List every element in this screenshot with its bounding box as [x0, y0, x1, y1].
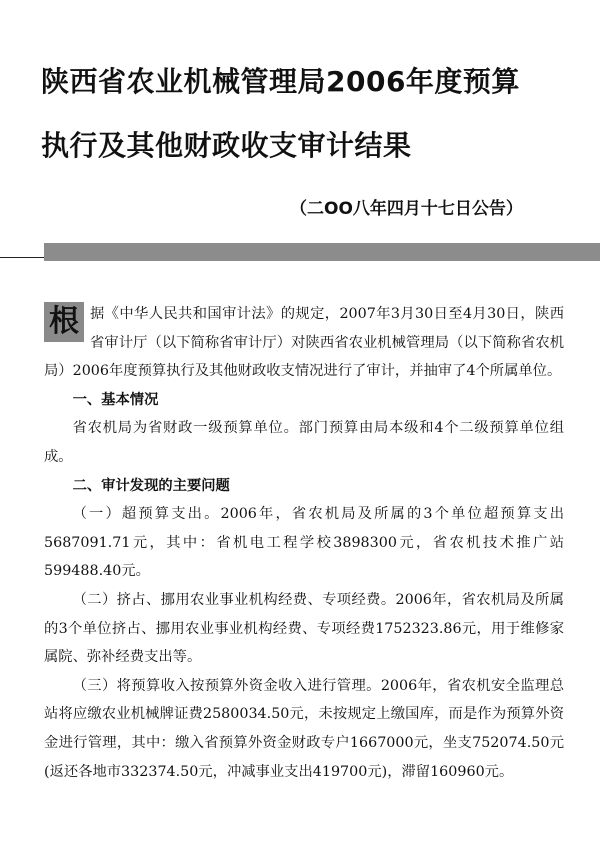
drop-cap: 根: [44, 302, 84, 342]
title-line-1: 陕西省农业机械管理局2006年度预算: [41, 65, 520, 98]
section-heading-basic: 一、基本情况: [72, 391, 159, 408]
issue-paragraph-2: （二）挤占、挪用农业事业机构经费、专项经费。2006年，省农机局及所属的3个单位挤占、挪用农业事业机构经费、专项经费1752323.86元，用于维修家属院、弥补经费支出等。: [44, 591, 564, 666]
section-basic-text: 省农机局为省财政一级预算单位。部门预算由局本级和4个二级预算单位组成。: [44, 420, 564, 465]
title-divider-band: [44, 243, 600, 261]
title-divider-thin: [0, 257, 44, 258]
title-line-2: 执行及其他财政收支审计结果: [41, 129, 412, 162]
issue-paragraph-3: （三）将预算收入按预算外资金收入进行管理。2006年，省农机安全监理总站将应缴农业机械牌证费2580034.50元，未按规定上缴国库，而是作为预算外资金进行管理，其中：缴入省预算外资金财政专户1667000元，坐支752074.50元(返还各地市332374.50元，冲减事业支出419700元)，滞留160960元。: [44, 677, 564, 780]
section-heading-issues: 二、审计发现的主要问题: [72, 477, 230, 494]
intro-text: 据《中华人民共和国审计法》的规定，2007年3月30日至4月30日，陕西省审计厅（以下简称省审计厅）对陕西省农业机械管理局（以下简称省农机局）2006年度预算执行及其他财政收支情况进行了审计，并抽审了4个所属单位。: [44, 306, 564, 380]
issue-paragraph-1: （一）超预算支出。2006年，省农机局及所属的3个单位超预算支出5687091.71元，其中：省机电工程学校3898300元，省农机技术推广站599488.40元。: [44, 506, 564, 580]
document-body: [44, 300, 564, 786]
intro-paragraph: [44, 300, 564, 386]
announcement-date: （二OO八年四月十七日公告）: [290, 199, 523, 219]
document-title: [41, 50, 581, 178]
